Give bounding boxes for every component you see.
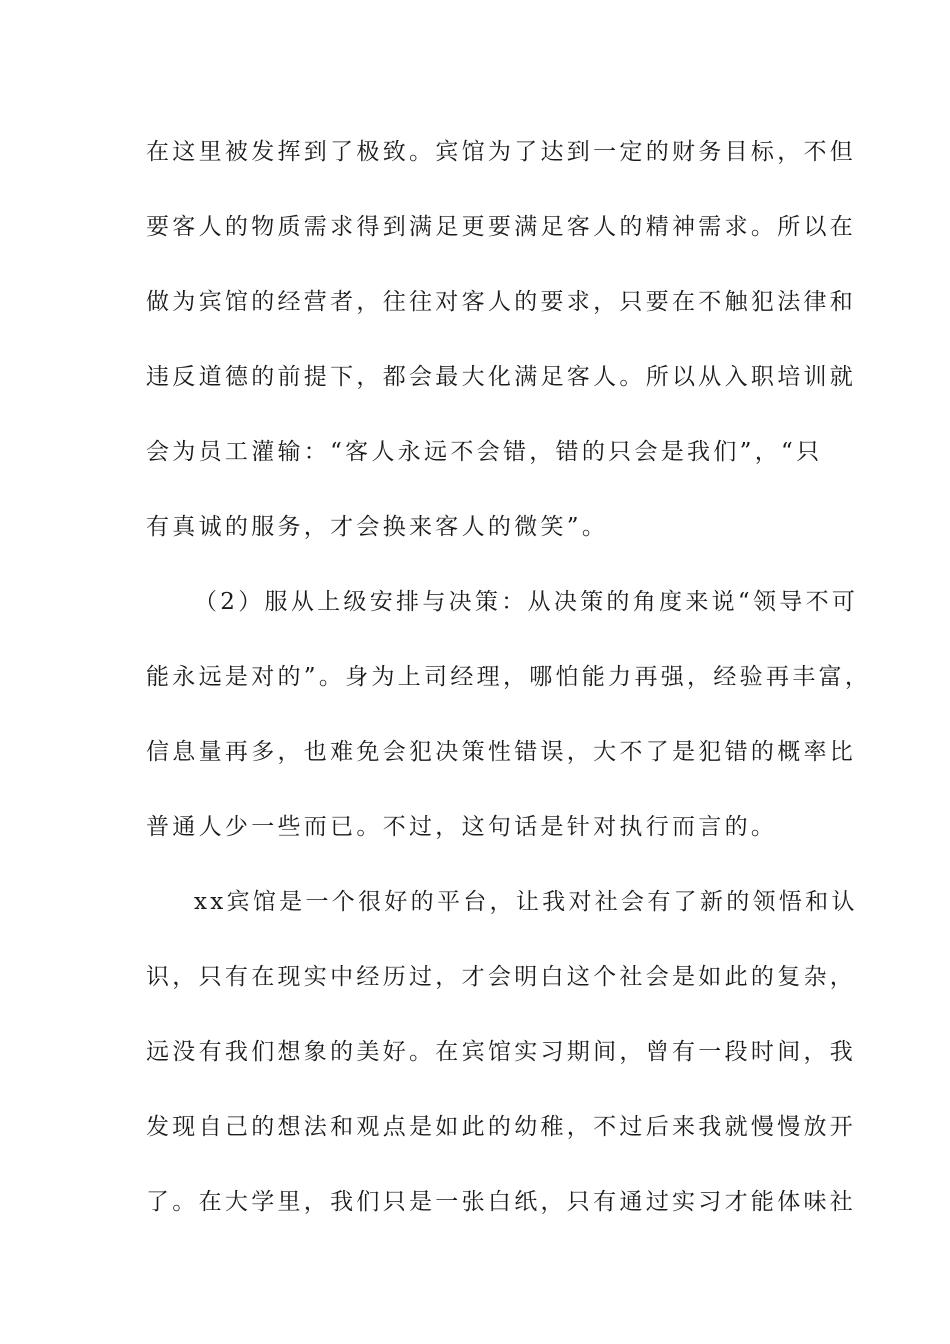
- text-line: 信息量再多，也难免会犯决策性错误，大不了是犯错的概率比: [146, 739, 857, 765]
- paragraph-start-line: （2）服从上级安排与决策：从决策的角度来说“领导不可: [194, 589, 859, 615]
- text-line: 做为宾馆的经营者，往往对客人的要求，只要在不触犯法律和: [146, 289, 857, 315]
- document-body: [146, 128, 872, 1253]
- text-line: 远没有我们想象的美好。在宾馆实习期间，曾有一段时间，我: [146, 1039, 857, 1065]
- text-line: 能永远是对的”。身为上司经理，哪怕能力再强，经验再丰富，: [146, 664, 872, 690]
- text-line: 要客人的物质需求得到满足更要满足客人的精神需求。所以在: [146, 214, 857, 240]
- text-line: 识，只有在现实中经历过，才会明白这个社会是如此的复杂，: [146, 964, 857, 990]
- text-line: 违反道德的前提下，都会最大化满足客人。所以从入职培训就: [146, 364, 857, 390]
- text-line: 会为员工灌输：“客人永远不会错，错的只会是我们”，“只: [146, 439, 823, 465]
- text-line: 在这里被发挥到了极致。宾馆为了达到一定的财务目标，不但: [146, 139, 857, 165]
- text-line: 了。在大学里，我们只是一张白纸，只有通过实习才能体味社: [146, 1189, 857, 1215]
- paragraph-start-line: xx宾馆是一个很好的平台，让我对社会有了新的领悟和认: [194, 889, 858, 915]
- text-line: 有真诚的服务，才会换来客人的微笑”。: [146, 514, 609, 540]
- text-line: 发现自己的想法和观点是如此的幼稚，不过后来我就慢慢放开: [146, 1114, 857, 1140]
- text-line: 普通人少一些而已。不过，这句话是针对执行而言的。: [146, 814, 778, 840]
